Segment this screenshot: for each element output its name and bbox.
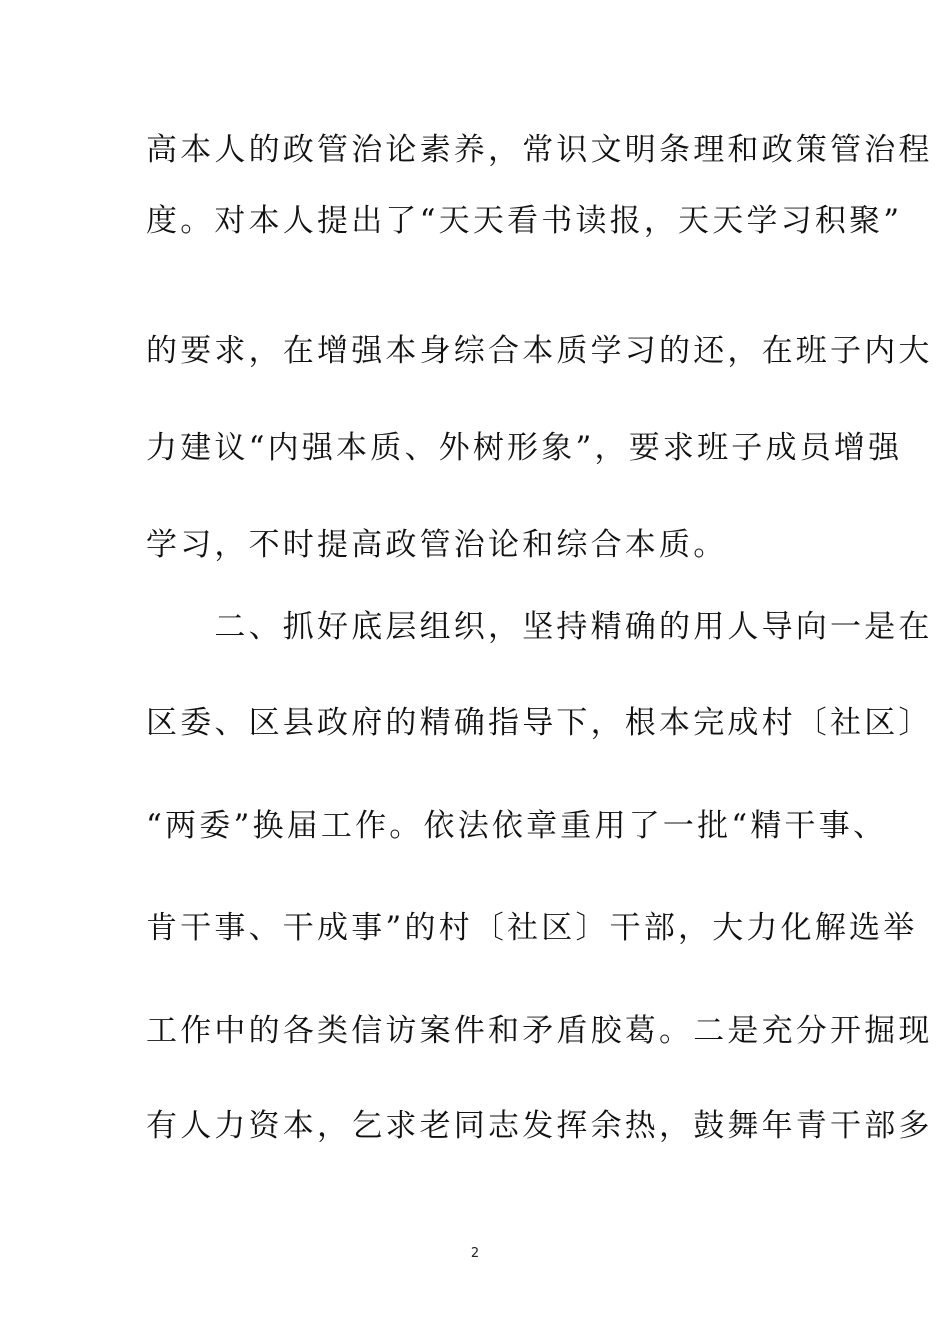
page-number: 2 — [470, 1246, 480, 1261]
text-line-5: 学习，不时提高政管治论和综合本质。 — [146, 527, 728, 563]
text-line-9: 肯干事、干成事”的村〔社区〕干部，大力化解选举 — [146, 910, 918, 946]
text-line-7: 区委、区县政府的精确指导下，根本完成村〔社区〕 — [146, 705, 933, 741]
text-line-8: “两委”换届工作。依法依章重用了一批“精干事、 — [146, 808, 888, 844]
text-line-4: 力建议“内强本质、外树形象”，要求班子成员增强 — [146, 430, 903, 466]
text-line-10: 工作中的各类信访案件和矛盾胶葛。二是充分开掘现 — [146, 1013, 933, 1049]
text-line-11: 有人力资本，乞求老同志发挥余热，鼓舞年青干部多 — [146, 1108, 933, 1144]
text-line-2: 度。对本人提出了“天天看书读报，天天学习积聚” — [146, 203, 903, 239]
text-line-1: 高本人的政管治论素养，常识文明条理和政策管治程 — [146, 132, 933, 168]
text-line-3: 的要求，在增强本身综合本质学习的还，在班子内大 — [146, 333, 933, 369]
text-line-6: 二、抓好底层组织，坚持精确的用人导向一是在 — [146, 609, 933, 645]
